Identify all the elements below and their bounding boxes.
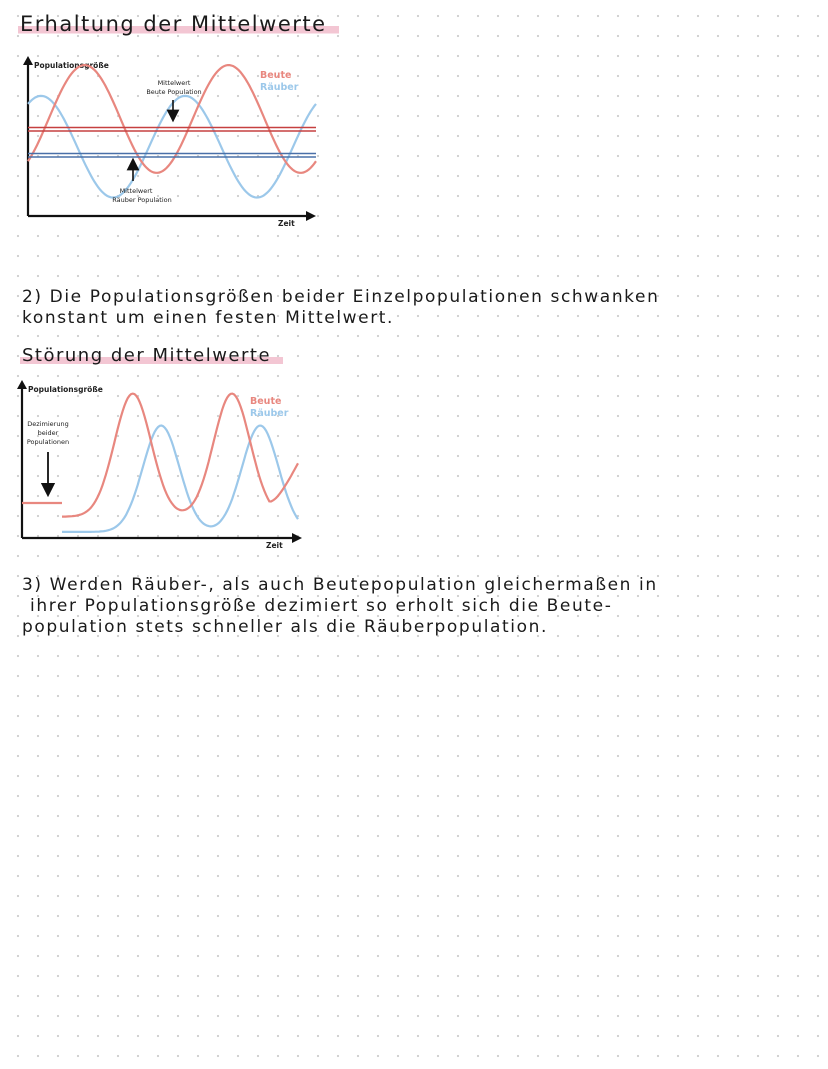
x-axis-arrowhead [306,211,316,221]
decimation-annotation-line2: beider [37,429,59,437]
decimation-annotation-line3: Populationen [26,438,70,446]
x-axis-label: Zeit [266,541,283,550]
decimation-annotation-line1: Dezimierung [27,420,69,428]
x-axis-label: Zeit [278,219,295,228]
y-axis-arrowhead [23,56,33,65]
legend-prey: Beute [260,70,292,81]
section2-heading [20,345,283,366]
predator-mean-annotation-line2: Räuber Population [112,196,172,204]
section1-heading-text: Erhaltung der Mittelwerte [18,12,339,36]
section2-note-line2: ihrer Populationsgröße dezimiert so erholt sich die Beute- [30,596,613,616]
section1-note-line1: 2) Die Populationsgrößen beider Einzelpopulationen schwanken [22,287,660,307]
y-axis-label: Populationsgröße [28,385,103,394]
predator-series-line [28,96,316,198]
section2-note-line1: 3) Werden Räuber-, als auch Beutepopulation gleichermaßen in [22,575,658,595]
prey-mean-annotation-line2: Beute Population [146,88,202,96]
x-axis-arrowhead [292,533,302,543]
legend-predator: Räuber [260,82,299,93]
y-axis-arrowhead [17,380,27,389]
y-axis-label: Populationsgröße [34,61,109,70]
section2-note [22,575,658,638]
section2-note-line3: population stets schneller als die Räuberpopulation. [22,617,548,637]
prey-mean-annotation-line1: Mittelwert [157,79,191,87]
legend-prey: Beute [250,396,282,407]
predator-mean-annotation-line1: Mittelwert [119,187,153,195]
section2-heading-text: Störung der Mittelwerte [20,345,283,366]
predator-series-line [62,426,298,532]
section1-heading [18,12,339,36]
section1-note [22,287,659,329]
chart-mean-disturbance [16,380,306,552]
section1-note-line2: konstant um einen festen Mittelwert. [22,308,395,328]
chart-mean-preservation [22,56,322,228]
legend-predator: Räuber [250,408,289,419]
